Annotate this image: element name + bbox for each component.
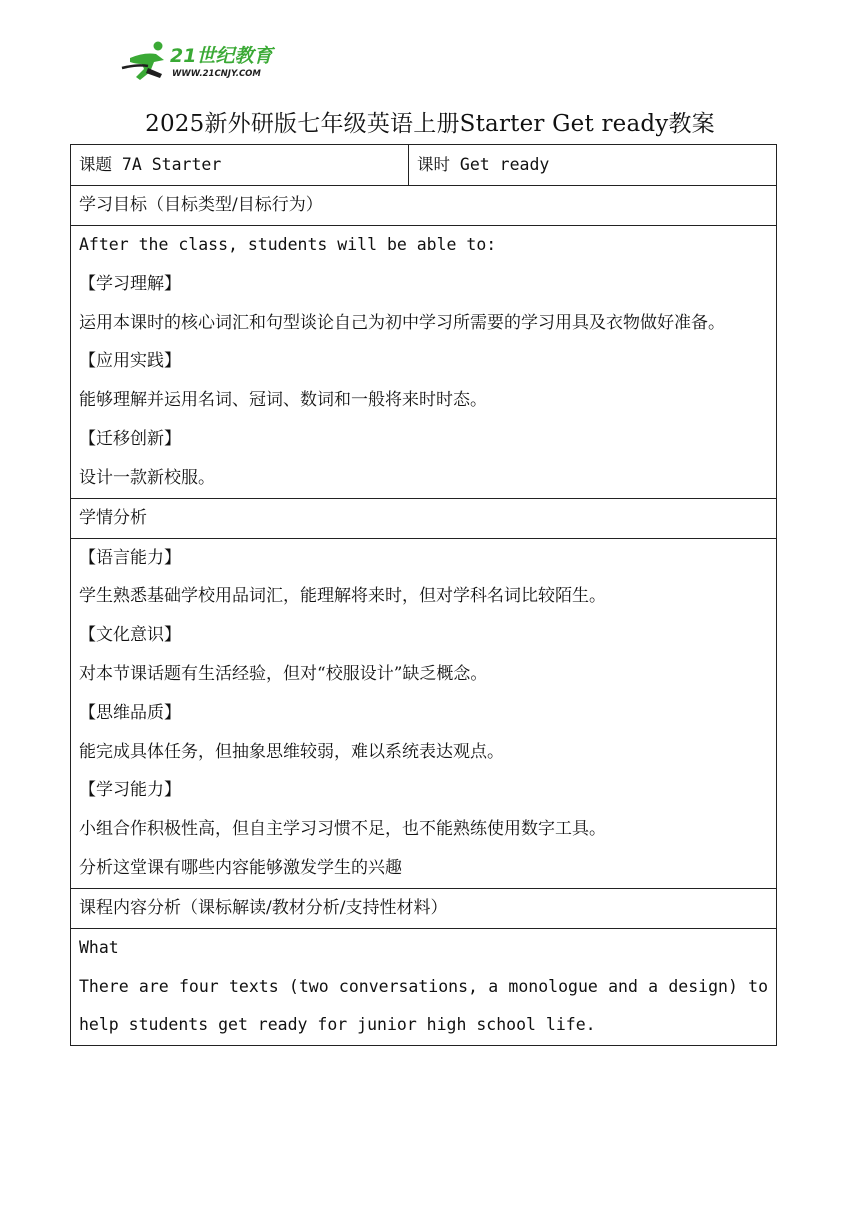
objectives-content (71, 226, 777, 499)
section-text: 运用本课时的核心词汇和句型谈论自己为初中学习所需要的学习用具及衣物做好准备。 (79, 312, 725, 333)
section-text: 能够理解并运用名词、冠词、数词和一般将来时时态。 (79, 390, 487, 411)
objectives-intro: After the class, students will be able to: (79, 235, 497, 254)
analysis-heading: 学情分析 (71, 498, 777, 538)
section-label: 【思维品质】 (79, 702, 181, 723)
section-label: 【学习能力】 (79, 780, 181, 801)
section-text: 小组合作积极性高，但自主学习习惯不足，也不能熟练使用数字工具。 (79, 819, 606, 840)
analysis-content (71, 538, 777, 888)
logo-url-text: WWW.21CNJY.COM (172, 69, 261, 79)
section-label: 【应用实践】 (79, 351, 181, 372)
section-text: 对本节课话题有生活经验，但对“校服设计”缺乏概念。 (79, 663, 488, 684)
content-analysis-heading: 课程内容分析（课标解读/教材分析/支持性材料） (71, 888, 777, 928)
period-cell (409, 145, 777, 186)
analysis-closing: 分析这堂课有哪些内容能够激发学生的兴趣 (79, 857, 402, 878)
topic-cell (71, 145, 409, 186)
table-row (71, 538, 777, 888)
content-analysis-content (71, 928, 777, 1045)
section-text: 设计一款新校服。 (79, 467, 215, 488)
section-label: 【语言能力】 (79, 547, 181, 568)
topic-text: 课题 7A Starter (79, 155, 222, 174)
table-row (71, 888, 777, 928)
section-text: 能完成具体任务，但抽象思维较弱，难以系统表达观点。 (79, 741, 504, 762)
logo (118, 38, 288, 84)
section-text: 学生熟悉基础学校用品词汇，能理解将来时，但对学科名词比较陌生。 (79, 586, 606, 607)
table-row (71, 928, 777, 1045)
table-row (71, 186, 777, 226)
section-label: 【迁移创新】 (79, 428, 181, 449)
table-row (71, 145, 777, 186)
runner-logo-icon (118, 38, 288, 84)
what-label: What (79, 937, 119, 957)
section-label: 【文化意识】 (79, 625, 181, 646)
section-label: 【学习理解】 (79, 273, 181, 294)
table-row (71, 498, 777, 538)
table-row (71, 226, 777, 499)
lesson-plan-table (70, 144, 777, 1046)
what-text: There are four texts (two conversations, a monologue and a design) to help students get ready for junior high school life. (79, 976, 768, 1035)
objectives-heading: 学习目标（目标类型/目标行为） (71, 186, 777, 226)
period-text: 课时 Get ready (417, 155, 550, 174)
document-title: 2025新外研版七年级英语上册Starter Get ready教案 (145, 111, 715, 137)
logo-brand-text: 21世纪教育 (170, 45, 273, 67)
